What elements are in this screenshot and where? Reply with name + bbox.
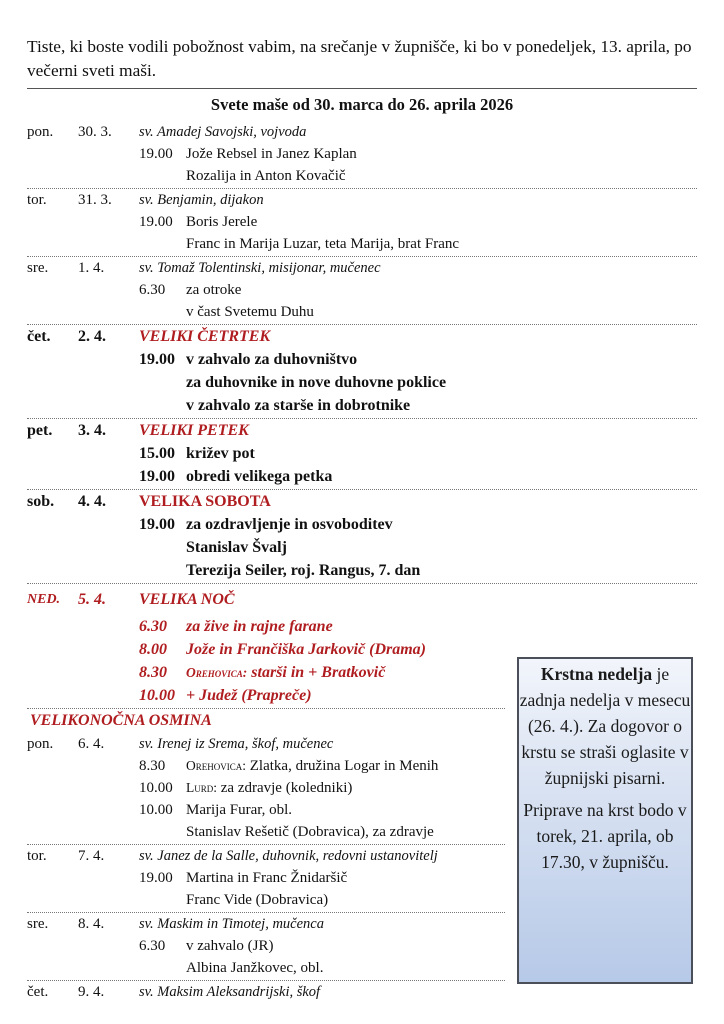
feast-name: sv. Tomaž Tolentinski, misijonar, mučenec xyxy=(139,260,381,276)
day-date: 6. 4. xyxy=(78,736,105,752)
feast-name: VELIKI PETEK xyxy=(139,422,249,439)
feast-name: VELIKA NOČ xyxy=(139,591,235,608)
mass-time: 19.00 xyxy=(139,146,173,162)
mass-intention: obredi velikega petka xyxy=(186,468,333,485)
mass-intention: v zahvalo (JR) xyxy=(186,938,274,954)
feast-name: VELIKA SOBOTA xyxy=(139,493,271,510)
feast-name: sv. Maksim Aleksandrijski, škof xyxy=(139,984,321,1000)
mass-time: 8.30 xyxy=(139,758,166,774)
intro-paragraph: Tiste, ki boste vodili pobožnost vabim, na srečanje v župnišče, ki bo v ponedeljek, 13. aprila, po večerni sveti maši. xyxy=(27,37,692,80)
day-date: 7. 4. xyxy=(78,848,105,864)
day-name: čet. xyxy=(27,328,51,345)
mass-intention: za žive in rajne farane xyxy=(186,618,333,635)
feast-name: sv. Amadej Savojski, vojvoda xyxy=(139,124,307,140)
mass-intention: v čast Svetemu Duhu xyxy=(186,304,314,320)
mass-intention: Boris Jerele xyxy=(186,214,258,230)
schedule-title: Svete maše od 30. marca do 26. aprila 2026 xyxy=(210,95,514,114)
day-name: sre. xyxy=(27,916,49,932)
mass-time: 19.00 xyxy=(139,214,173,230)
feast-name: sv. Maskim in Timotej, mučenca xyxy=(139,916,324,932)
mass-time: 19.00 xyxy=(139,870,173,886)
mass-time: 8.30 xyxy=(139,664,167,681)
mass-intention: Marija Furar, obl. xyxy=(186,802,293,818)
day-name: sre. xyxy=(27,260,49,276)
mass-intention: za ozdravljenje in osvoboditev xyxy=(186,516,393,533)
mass-intention xyxy=(186,777,352,799)
mass-intention xyxy=(186,755,438,777)
schedule-day xyxy=(27,325,697,419)
mass-intention: za duhovnike in nove duhovne poklice xyxy=(186,374,447,391)
mass-intention: Rozalija in Anton Kovačič xyxy=(186,168,346,184)
mass-time: 19.00 xyxy=(139,516,175,533)
schedule-day xyxy=(27,419,697,490)
schedule-day xyxy=(27,257,697,325)
mass-time: 6.30 xyxy=(139,282,166,298)
mass-intention: Terezija Seiler, roj. Rangus, 7. dan xyxy=(186,562,421,579)
mass-time: 19.00 xyxy=(139,468,175,485)
day-name: čet. xyxy=(27,984,49,1000)
day-date: 5. 4. xyxy=(78,591,106,608)
mass-intention: Albina Janžkovec, obl. xyxy=(186,960,324,976)
day-name: tor. xyxy=(27,848,47,864)
mass-time: 10.00 xyxy=(139,780,173,796)
feast-name: VELIKI ČETRTEK xyxy=(139,328,271,345)
octave-heading: VELIKONOČNA OSMINA xyxy=(30,712,212,729)
feast-name: sv. Janez de la Salle, duhovnik, redovni ustanovitelj xyxy=(139,848,438,864)
mass-time: 8.00 xyxy=(139,641,167,658)
mass-place: Orehovica: xyxy=(186,758,246,773)
mass-intention-text: starši in + Bratkovič xyxy=(251,664,386,681)
day-date: 1. 4. xyxy=(78,260,105,276)
schedule-day xyxy=(27,913,505,981)
mass-time: 19.00 xyxy=(139,351,175,368)
mass-intention: Martina in Franc Žnidaršič xyxy=(186,870,348,886)
day-date: 31. 3. xyxy=(78,192,112,208)
mass-intention: Jože Rebsel in Janez Kaplan xyxy=(186,146,357,162)
mass-intention: v zahvalo za duhovništvo xyxy=(186,351,358,368)
mass-intention: za otroke xyxy=(186,282,242,298)
schedule-day xyxy=(27,845,505,913)
mass-time: 10.00 xyxy=(139,687,175,704)
mass-intention-text: Zlatka, družina Logar in Menih xyxy=(249,758,439,774)
day-name: sob. xyxy=(27,493,55,510)
baptism-box-text: je zadnja nedelja v mesecu (26. 4.). Za dogovor o krstu se straši oglasite v župnijski pisarni. xyxy=(519,664,691,788)
mass-place: Orehovica: xyxy=(186,665,248,680)
day-name: pon. xyxy=(27,124,54,140)
schedule-day-easter xyxy=(27,588,505,709)
day-date: 9. 4. xyxy=(78,984,105,1000)
mass-intention-text: za zdravje (koledniki) xyxy=(220,780,353,796)
mass-time: 10.00 xyxy=(139,802,173,818)
day-name: tor. xyxy=(27,192,47,208)
day-date: 4. 4. xyxy=(78,493,106,510)
baptism-info-box xyxy=(517,657,693,984)
mass-intention: v zahvalo za starše in dobrotnike xyxy=(186,397,411,414)
feast-name: sv. Benjamin, dijakon xyxy=(139,192,264,208)
mass-time: 6.30 xyxy=(139,938,166,954)
mass-intention xyxy=(186,661,385,684)
mass-intention: + Judež (Prapreče) xyxy=(186,687,312,704)
mass-intention: Stanislav Rešetič (Dobravica), za zdravje xyxy=(186,824,434,840)
day-name: pet. xyxy=(27,422,53,439)
baptism-prep-text: Priprave na krst bodo v torek, 21. aprila, ob 17.30, v župnišču. xyxy=(523,800,687,872)
schedule-day xyxy=(27,121,697,189)
day-name: pon. xyxy=(27,736,54,752)
schedule-day xyxy=(27,490,697,584)
day-date: 30. 3. xyxy=(78,124,112,140)
mass-intention: Stanislav Švalj xyxy=(186,539,287,556)
day-name: NED. xyxy=(27,592,61,607)
day-date: 3. 4. xyxy=(78,422,106,439)
feast-name: sv. Irenej iz Srema, škof, mučenec xyxy=(139,736,334,752)
mass-time: 6.30 xyxy=(139,618,167,635)
day-date: 8. 4. xyxy=(78,916,105,932)
mass-intention: Jože in Frančiška Jarkovič (Drama) xyxy=(186,641,426,658)
schedule-day xyxy=(27,189,697,257)
horizontal-rule xyxy=(27,88,697,89)
schedule-day xyxy=(27,981,505,1004)
day-date: 2. 4. xyxy=(78,328,106,345)
mass-place: Lurd: xyxy=(186,780,217,795)
mass-time: 15.00 xyxy=(139,445,175,462)
mass-intention: križev pot xyxy=(186,445,255,462)
mass-intention: Franc Vide (Dobravica) xyxy=(186,892,329,908)
mass-intention: Franc in Marija Luzar, teta Marija, brat Franc xyxy=(186,236,460,252)
schedule-day xyxy=(27,733,505,845)
baptism-box-title: Krstna nedelja xyxy=(540,664,653,684)
